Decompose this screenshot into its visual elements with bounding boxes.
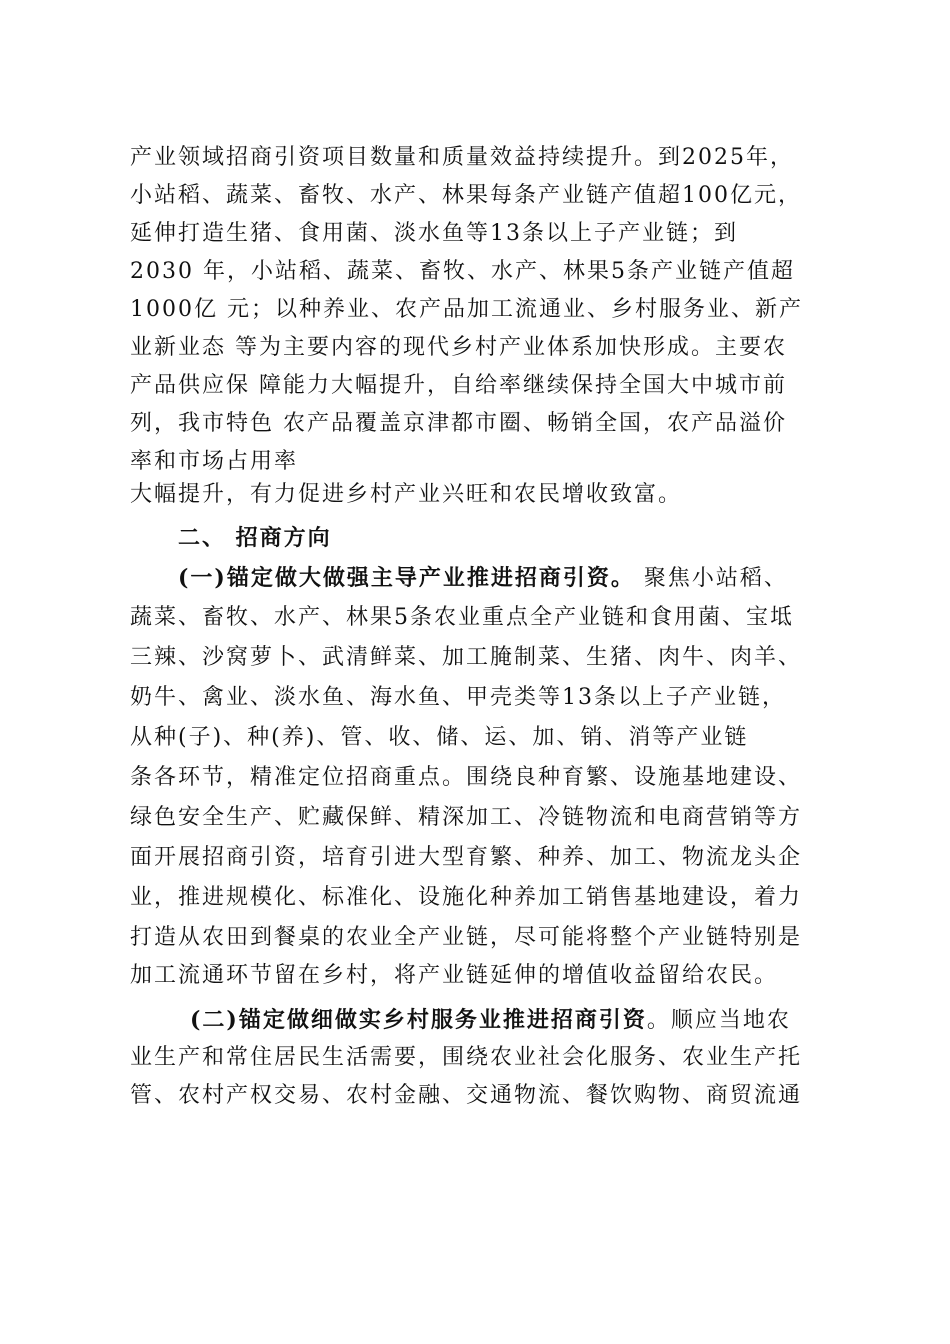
text-line: 业新业态 等为主要内容的现代乡村产业体系加快形成。主要农 bbox=[130, 335, 787, 360]
text-line: 大幅提升，有力促进乡村产业兴旺和农民增收致富。 bbox=[130, 482, 683, 507]
text-line: 管、农村产权交易、农村金融、交通物流、餐饮购物、商贸流通 bbox=[130, 1083, 803, 1108]
text-line: 1000亿 元；以种养业、农产品加工流通业、乡村服务业、新产 bbox=[130, 297, 803, 322]
paragraph-title: (一)锚定做大做强主导产业推进招商引资。 bbox=[178, 565, 635, 591]
paragraph-first-line bbox=[190, 1007, 791, 1034]
text-line: 业，推进规模化、标准化、设施化种养加工销售基地建设，着力 bbox=[130, 885, 803, 910]
text-line: 三辣、沙窝萝卜、武清鲜菜、加工腌制菜、生猪、肉牛、肉羊、 bbox=[130, 645, 803, 670]
text-line: 延伸打造生猪、食用菌、淡水鱼等13条以上子产业链；到 bbox=[130, 221, 738, 246]
section-heading: 二、 招商方向 bbox=[178, 525, 332, 551]
paragraph-title: (二)锚定做细做实乡村服务业推进招商引资 bbox=[190, 1007, 647, 1033]
text-line: 绿色安全生产、贮藏保鲜、精深加工、冷链物流和电商营销等方 bbox=[130, 805, 803, 830]
text-line: 奶牛、禽业、淡水鱼、海水鱼、甲壳类等13条以上子产业链， bbox=[130, 685, 786, 710]
text-line: 条各环节，精准定位招商重点。围绕良种育繁、设施基地建设、 bbox=[130, 765, 803, 790]
text-line: 业生产和常住居民生活需要，围绕农业社会化服务、农业生产托 bbox=[130, 1045, 803, 1070]
text-line: 2030 年，小站稻、蔬菜、畜牧、水产、林果5条产业链产值超 bbox=[130, 259, 795, 284]
paragraph-text: 聚焦小站稻、 bbox=[634, 566, 788, 591]
paragraph-first-line bbox=[178, 565, 788, 592]
paragraph-text: 。顺应当地农 bbox=[646, 1008, 791, 1033]
text-line: 率和市场占用率 bbox=[130, 449, 299, 474]
text-line: 小站稻、蔬菜、畜牧、水产、林果每条产业链产值超100亿元， bbox=[130, 183, 802, 208]
text-line: 产业领域招商引资项目数量和质量效益持续提升。到2025年， bbox=[130, 145, 794, 170]
text-line: 产品供应保 障能力大幅提升，自给率继续保持全国大中城市前 bbox=[130, 373, 787, 398]
text-line: 面开展招商引资，培育引进大型育繁、种养、加工、物流龙头企 bbox=[130, 845, 803, 870]
text-line: 从种(子)、种(养)、管、收、储、运、加、销、消等产业链 bbox=[130, 725, 749, 750]
text-line: 打造从农田到餐桌的农业全产业链，尽可能将整个产业链特别是 bbox=[130, 925, 803, 950]
text-line: 加工流通环节留在乡村，将产业链延伸的增值收益留给农民。 bbox=[130, 963, 779, 988]
text-line: 列，我市特色 农产品覆盖京津都市圈、畅销全国，农产品溢价 bbox=[130, 411, 787, 436]
text-line: 蔬菜、畜牧、水产、林果5条农业重点全产业链和食用菌、宝坻 bbox=[130, 605, 794, 630]
